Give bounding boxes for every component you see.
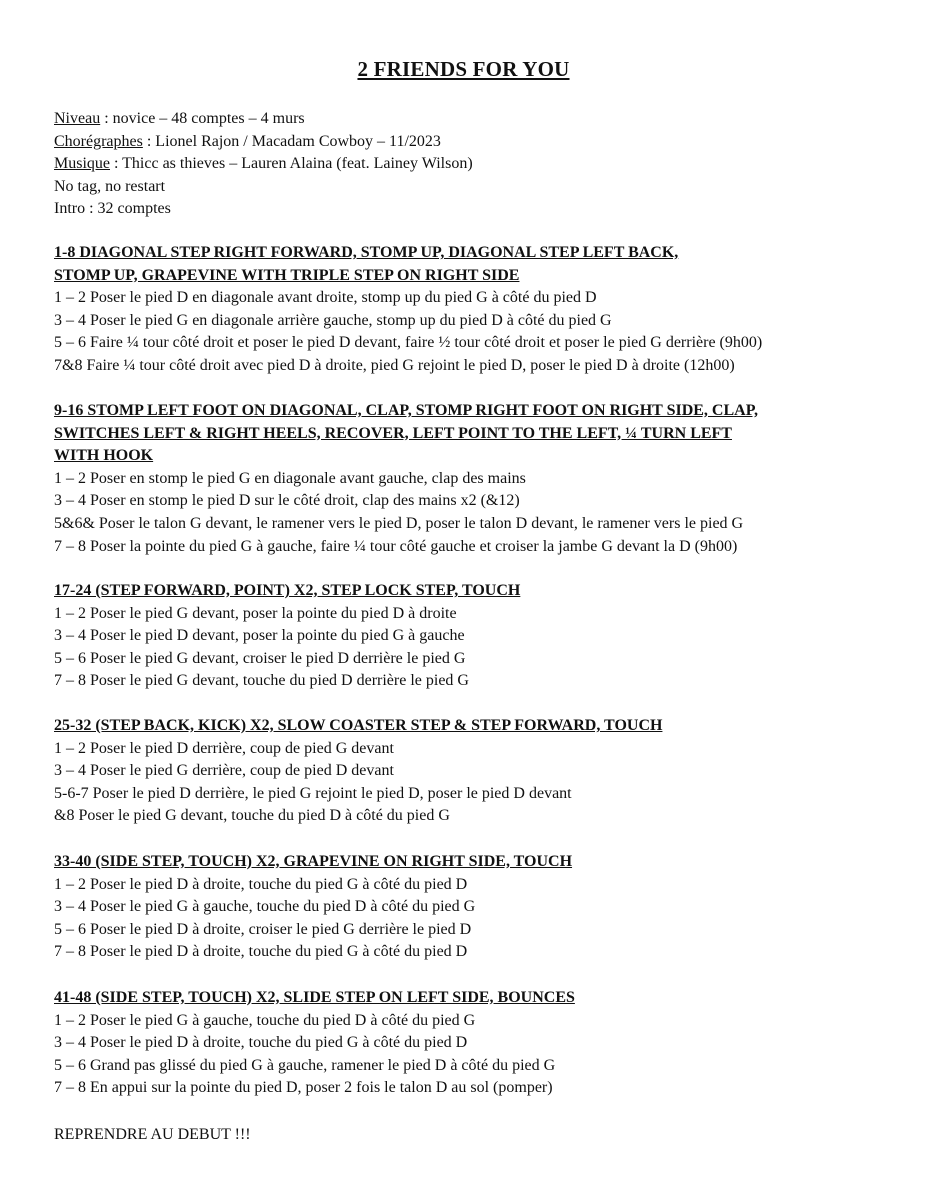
section-9-16 — [54, 400, 904, 558]
section-title-line: SWITCHES LEFT & RIGHT HEELS, RECOVER, LEFT POINT TO THE LEFT, ¼ TURN LEFT — [54, 424, 732, 442]
section-title-line: 17-24 (STEP FORWARD, POINT) X2, STEP LOCK STEP, TOUCH — [54, 582, 521, 599]
step-line: 3 – 4 Poser le pied G à gauche, touche du pied D à côté du pied G — [54, 898, 476, 916]
step-line: 5 – 6 Grand pas glissé du pied G à gauche, ramener le pied D à côté du pied G — [54, 1056, 556, 1074]
music-row — [54, 153, 894, 176]
step-line: 3 – 4 Poser le pied G derrière, coup de pied D devant — [54, 762, 394, 780]
section-title-line: 25-32 (STEP BACK, KICK) X2, SLOW COASTER STEP & STEP FORWARD, TOUCH — [54, 717, 663, 734]
ending-note: REPRENDRE AU DEBUT !!! — [54, 1126, 251, 1143]
step-line: 7 – 8 Poser la pointe du pied G à gauche, faire ¼ tour côté gauche et croiser la jambe G devant la D (9h00) — [54, 537, 738, 555]
music-label: Musique — [54, 155, 110, 173]
document-title: 2 FRIENDS FOR YOU — [357, 57, 570, 81]
step-line: 3 – 4 Poser le pied G en diagonale arrière gauche, stomp up du pied D à côté du pied G — [54, 311, 612, 329]
step-line: 1 – 2 Poser le pied D à droite, touche du pied G à côté du pied D — [54, 875, 468, 893]
step-line: 1 – 2 Poser en stomp le pied G en diagonale avant gauche, clap des mains — [54, 469, 526, 487]
level-value: : novice – 48 comptes – 4 murs — [100, 110, 305, 127]
section-25-32 — [54, 715, 904, 828]
step-line: 1 – 2 Poser le pied G devant, poser la pointe du pied D à droite — [54, 604, 457, 622]
step-line: 5 – 6 Poser le pied D à droite, croiser le pied G derrière le pied D — [54, 920, 472, 938]
level-label: Niveau — [54, 110, 101, 127]
step-line: 5-6-7 Poser le pied D derrière, le pied G rejoint le pied D, poser le pied D devant — [54, 784, 572, 802]
tag-line: No tag, no restart — [54, 177, 166, 195]
step-line: 5&6& Poser le talon G devant, le ramener vers le pied D, poser le talon D devant, le ramener vers le pied G — [54, 514, 744, 532]
step-line: 5 – 6 Poser le pied G devant, croiser le pied D derrière le pied G — [54, 649, 466, 667]
step-line: 3 – 4 Poser en stomp le pied D sur le côté droit, clap des mains x2 (&12) — [54, 492, 520, 510]
step-line: 3 – 4 Poser le pied D à droite, touche du pied G à côté du pied D — [54, 1034, 468, 1052]
section-17-24 — [54, 580, 904, 693]
level-row — [54, 108, 894, 131]
step-line: &8 Poser le pied G devant, touche du pied D à côté du pied G — [54, 807, 450, 825]
section-title-line: WITH HOOK — [54, 447, 154, 465]
section-41-48 — [54, 987, 904, 1100]
section-title-line: 41-48 (SIDE STEP, TOUCH) X2, SLIDE STEP ON LEFT SIDE, BOUNCES — [54, 989, 575, 1006]
music-value: : Thicc as thieves – Lauren Alaina (feat. Lainey Wilson) — [110, 155, 473, 173]
section-1-8 — [54, 242, 904, 378]
choreographers-label: Chorégraphes — [54, 132, 143, 150]
step-line: 1 – 2 Poser le pied D en diagonale avant droite, stomp up du pied G à côté du pied D — [54, 289, 597, 307]
section-title-line: 1-8 DIAGONAL STEP RIGHT FORWARD, STOMP UP, DIAGONAL STEP LEFT BACK, — [54, 244, 679, 261]
step-line: 1 – 2 Poser le pied G à gauche, touche du pied D à côté du pied G — [54, 1011, 476, 1029]
step-line: 7 – 8 Poser le pied G devant, touche du pied D derrière le pied G — [54, 672, 469, 690]
section-33-40 — [54, 851, 904, 964]
step-line: 7 – 8 En appui sur la pointe du pied D, poser 2 fois le talon D au sol (pomper) — [54, 1079, 553, 1097]
dance-info — [54, 108, 894, 221]
choreographers-value: : Lionel Rajon / Macadam Cowboy – 11/2023 — [142, 132, 441, 150]
section-title-line: 33-40 (SIDE STEP, TOUCH) X2, GRAPEVINE ON RIGHT SIDE, TOUCH — [54, 853, 573, 870]
section-title-line: STOMP UP, GRAPEVINE WITH TRIPLE STEP ON RIGHT SIDE — [54, 266, 520, 284]
step-line: 1 – 2 Poser le pied D derrière, coup de pied G devant — [54, 739, 394, 757]
step-line: 3 – 4 Poser le pied D devant, poser la pointe du pied G à gauche — [54, 627, 465, 645]
step-line: 7 – 8 Poser le pied D à droite, touche du pied G à côté du pied D — [54, 943, 468, 961]
intro-line: Intro : 32 comptes — [54, 200, 171, 218]
step-line: 5 – 6 Faire ¼ tour côté droit et poser le pied D devant, faire ½ tour côté droit et poser le pied G derrière (9h00) — [54, 334, 763, 352]
step-line: 7&8 Faire ¼ tour côté droit avec pied D à droite, pied G rejoint le pied D, poser le pied D à droite (12h00) — [54, 356, 735, 374]
choreographers-row — [54, 131, 894, 154]
section-title-line: 9-16 STOMP LEFT FOOT ON DIAGONAL, CLAP, STOMP RIGHT FOOT ON RIGHT SIDE, CLAP, — [54, 402, 758, 419]
